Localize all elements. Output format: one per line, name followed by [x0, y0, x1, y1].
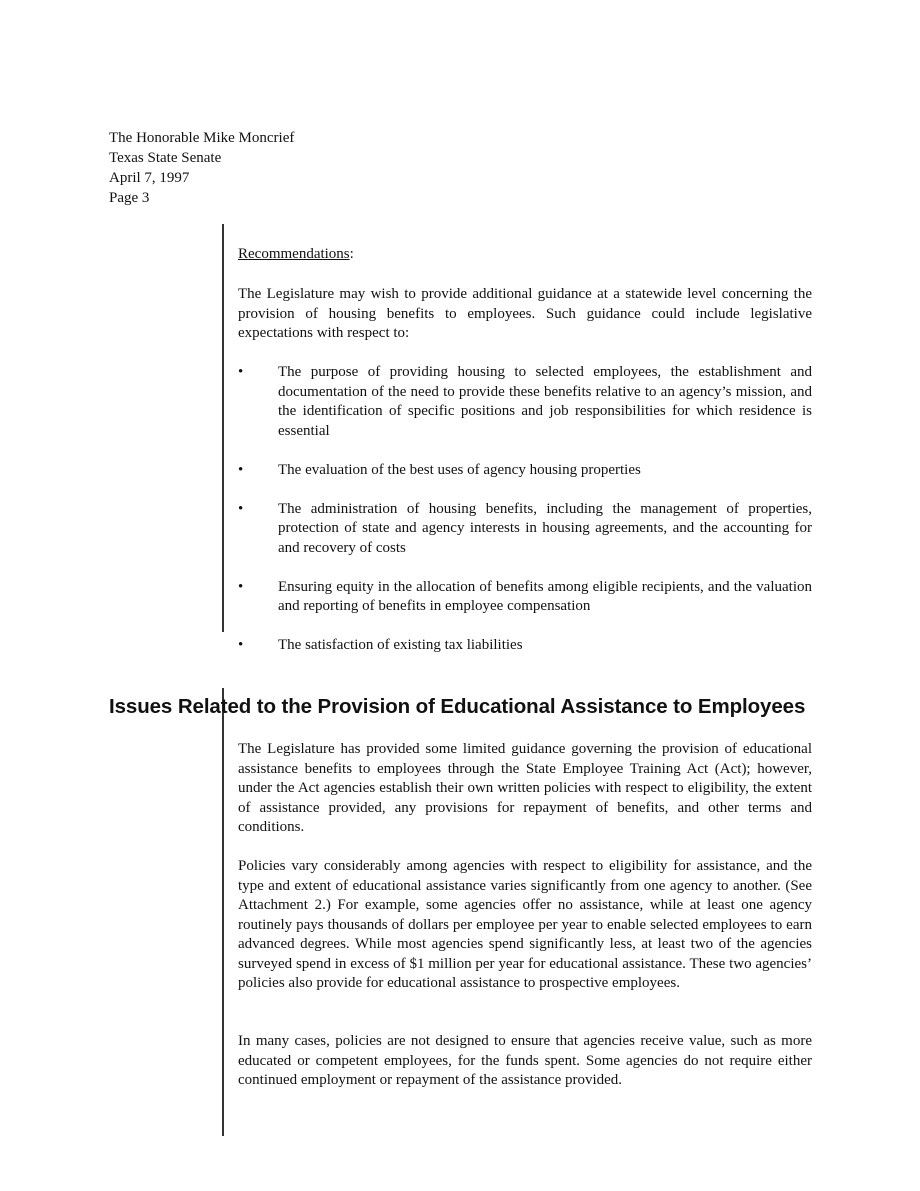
- letter-date: April 7, 1997: [109, 170, 190, 186]
- letter-header: [109, 128, 294, 208]
- recommendations-heading: [238, 245, 812, 265]
- body-paragraph: In many cases, policies are not designed to ensure that agencies receive value, such as more educated or competent employees, for the funds spent. Some agencies do not require either continued employment or repayment of the assistance provided.: [238, 1033, 812, 1088]
- list-item-text: The evaluation of the best uses of agency housing properties: [278, 461, 641, 478]
- list-item: [238, 636, 812, 656]
- bullet-icon: •: [238, 364, 244, 380]
- page-number: Page 3: [109, 190, 150, 206]
- body-paragraph: The Legislature has provided some limited guidance governing the provision of educational assistance benefits to employees through the State Employee Training Act (Act); however, under the Act agencies establish their own written policies with respect to eligibility, the extent of assistance provided, any provisions for repayment of benefits, and other terms and conditions.: [238, 741, 812, 835]
- list-item-text: The satisfaction of existing tax liabilities: [278, 637, 523, 653]
- list-item-text: The administration of housing benefits, including the management of properties, protection of state and agency interests in housing agreements, and the accounting for and recovery of costs: [278, 500, 812, 556]
- list-item: [238, 363, 812, 441]
- recommendations-intro: The Legislature may wish to provide additional guidance at a statewide level concerning the provision of housing benefits to employees. Such guidance could include legislative expectations with respect to:: [238, 286, 812, 341]
- bullet-icon: •: [238, 461, 244, 478]
- bullet-icon: •: [238, 578, 244, 595]
- recipient-name: The Honorable Mike Moncrief: [109, 130, 295, 146]
- list-item: [238, 500, 812, 559]
- recommendations-heading-colon: :: [349, 246, 354, 262]
- recommendations-list: [238, 363, 812, 675]
- recipient-office: Texas State Senate: [109, 150, 222, 166]
- bullet-icon: •: [238, 500, 244, 517]
- recommendations-heading-text: Recommendations: [238, 246, 350, 262]
- section-title: Issues Related to the Provision of Educational Assistance to Employees: [109, 695, 806, 718]
- list-item-text: Ensuring equity in the allocation of benefits among eligible recipients, and the valuation and reporting of benefits in employee compensation: [278, 578, 812, 614]
- margin-change-bar: [222, 688, 224, 1136]
- list-item: [238, 578, 812, 617]
- bullet-icon: •: [238, 637, 244, 653]
- margin-change-bar: [222, 224, 224, 632]
- list-item-text: The purpose of providing housing to selected employees, the establishment and documentation of the need to provide these benefits relative to an agency’s mission, and the identification of specific positions and job responsibilities for which residence is essential: [278, 364, 812, 439]
- list-item: [238, 461, 812, 481]
- body-paragraph: Policies vary considerably among agencies with respect to eligibility for assistance, and the type and extent of educational assistance varies significantly from one agency to another. (See Attachment 2.) For example, some agencies offer no assistance, while at least one agency routinely pays thousands of dollars per employee per year to enable selected employees to earn advanced degrees. While most agencies spend significantly less, at least two of the agencies surveyed spend in excess of $1 million per year for educational assistance. These two agencies’ policies also provide for educational assistance to prospective employees.: [238, 858, 812, 991]
